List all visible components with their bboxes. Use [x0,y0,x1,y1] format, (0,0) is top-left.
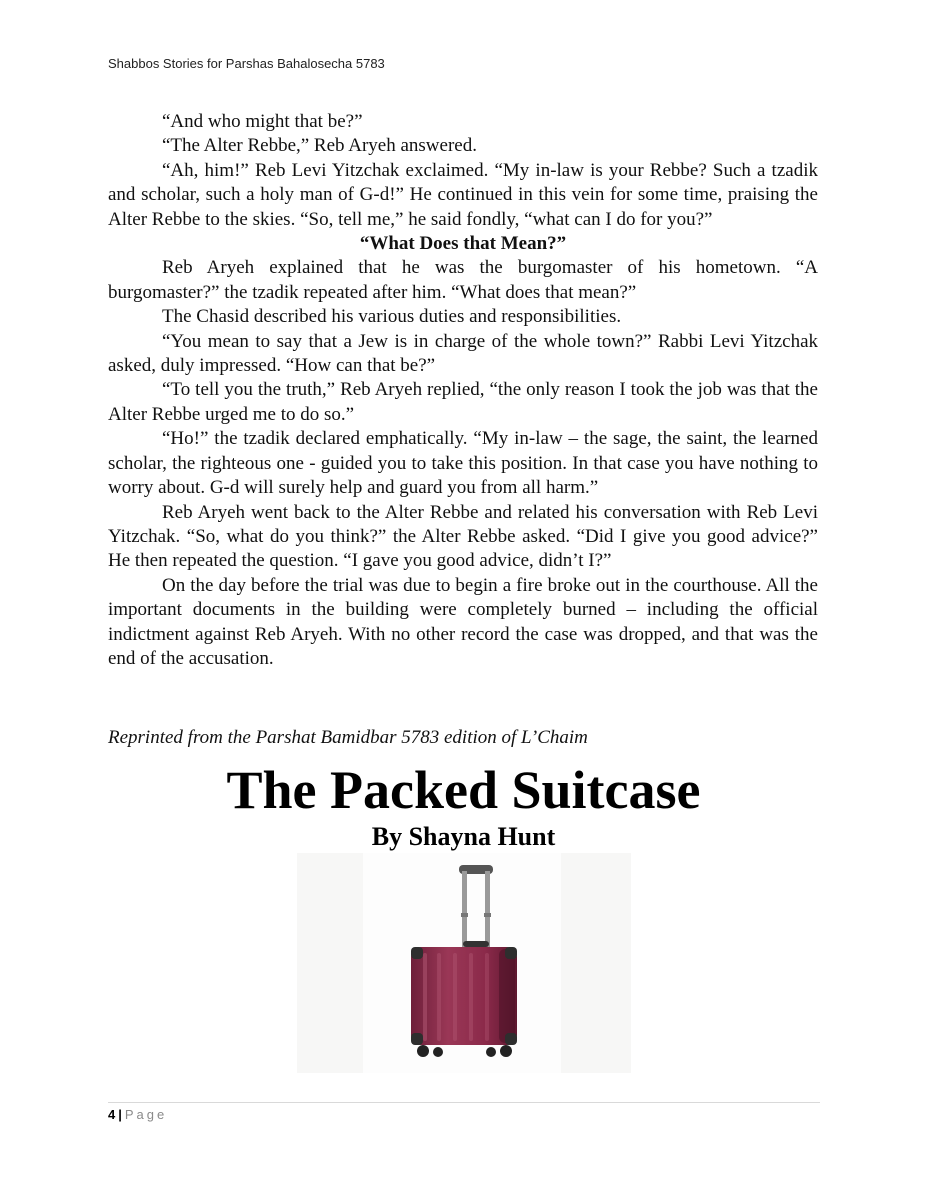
paragraph: “Ho!” the tzadik declared emphatically. “My in-law – the sage, the saint, the learned scholar, the righteous one - guided you to take this position. In that case you have nothing to worry about. G-d will surely help and guard you from all harm.” [108,428,818,499]
suitcase-photo [297,853,631,1073]
footer-separator: | [118,1107,122,1122]
page-footer [108,1107,167,1122]
paragraph: Reb Aryeh went back to the Alter Rebbe and related his conversation with Reb Levi Yitzchak. “So, what do you think?” the Alter Rebbe asked. “Did I give you good advice?” He then repeated the question. “I gave you good advice, didn’t I?” [108,501,818,572]
paragraph: “Ah, him!” Reb Levi Yitzchak exclaimed. “My in-law is your Rebbe? Such a tzadik and scholar, such a holy man of G-d!” He continued in this vein for some time, praising the Alter Rebbe to the skies. “So, tell me,” he said fondly, “what can I do for you?” [108,159,818,230]
reprint-note: Reprinted from the Parshat Bamidbar 5783 edition of L’Chaim [108,727,588,748]
paragraph: “And who might that be?” [162,111,363,132]
section-subheading: “What Does that Mean?” [359,233,567,255]
article-byline: By Shayna Hunt [371,822,556,851]
paragraph: On the day before the trial was due to begin a fire broke out in the courthouse. All the important documents in the building were completely burned – including the official indictment against Reb Aryeh. With no other record the case was dropped, and that was the end of the accusation. [108,574,818,669]
article-title: The Packed Suitcase [226,760,701,820]
paragraph: “You mean to say that a Jew is in charge of the whole town?” Rabbi Levi Yitzchak asked, duly impressed. “How can that be?” [108,330,818,377]
story-body [108,110,818,671]
page-label: Page [124,1107,168,1122]
paragraph: Reb Aryeh explained that he was the burgomaster of his hometown. “A burgomaster?” the tzadik repeated after him. “What does that mean?” [108,257,818,303]
paragraph: “The Alter Rebbe,” Reb Aryeh answered. [162,135,477,157]
suitcase-icon [297,853,631,1073]
paragraph: “To tell you the truth,” Reb Aryeh replied, “the only reason I took the job was that the Alter Rebbe urged me to do so.” [108,379,818,425]
page-number: 4 [108,1107,116,1122]
paragraph: The Chasid described his various duties and responsibilities. [162,306,622,328]
footer-divider [108,1102,820,1103]
running-header: Shabbos Stories for Parshas Bahalosecha 5783 [108,56,385,71]
